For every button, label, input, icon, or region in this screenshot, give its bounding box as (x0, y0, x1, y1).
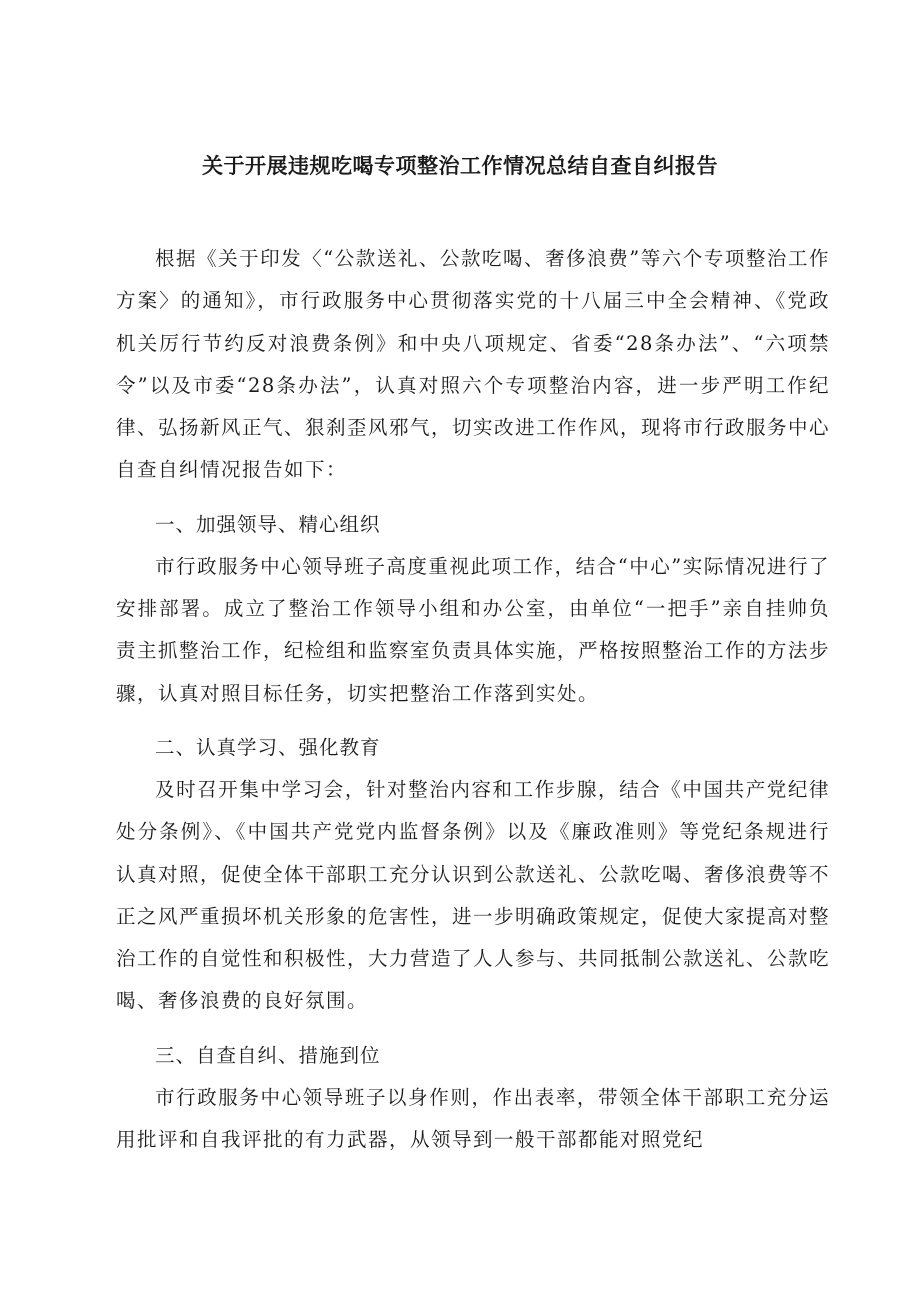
section-3-heading: 三、自查自纠、措施到位 (155, 1043, 381, 1067)
section-2-paragraph: 及时召开集中学习会，针对整治内容和工作步腺，结合《中国共产党纪律处分条例》、《中国共产党党内监督条例》以及《廉政准则》等党纪条规进行认真对照，促使全体干部职工充分认识到公款送礼、公款吃喝、奢侈浪费等不正之风严重损坏机关形象的危害性，进一步明确政策规定，促使大家提高对整治工作的自觉性和积极性，大力营造了人人参与、共同抵制公款送礼、公款吃喝、奢侈浪费的良好氛围。 (116, 777, 831, 1013)
intro-paragraph: 根据《关于印发〈“公款送礼、公款吃喝、奢侈浪费”等六个专项整治工作方案〉的通知》，市行政服务中心贯彻落实党的十八届三中全会精神、《党政机关厉行节约反对浪费条例》和中央八项规定、省委“28条办法”、“六项禁令”以及市委“28条办法”，认真对照六个专项整治内容，进一步严明工作纪律、弘扬新风正气、狠刹歪风邪气，切实改进工作作风，现将市行政服务中心自查自纠情况报告如下： (116, 247, 831, 482)
section-2-heading: 二、认真学习、强化教育 (155, 735, 381, 759)
document-body (116, 238, 830, 1161)
section-1-heading: 一、加强领导、精心组织 (155, 512, 381, 536)
section-3-paragraph: 市行政服务中心领导班子以身作则，作出表率，带领全体干部职工充分运用批评和自我评批的有力武器，从领导到一般干部都能对照党纪 (116, 1085, 830, 1152)
document-title: 关于开展违规吃喝专项整治工作情况总结自查自纠报告 (202, 154, 718, 178)
section-1-paragraph: 市行政服务中心领导班子高度重视此项工作，结合“中心”实际情况进行了安排部署。成立了整治工作领导小组和办公室，由单位“一把手”亲自挂帅负责主抓整治工作，纪检组和监察室负责具体实施，严格按照整治工作的方法步骤，认真对照目标任务，切实把整治工作落到实处。 (116, 554, 831, 705)
